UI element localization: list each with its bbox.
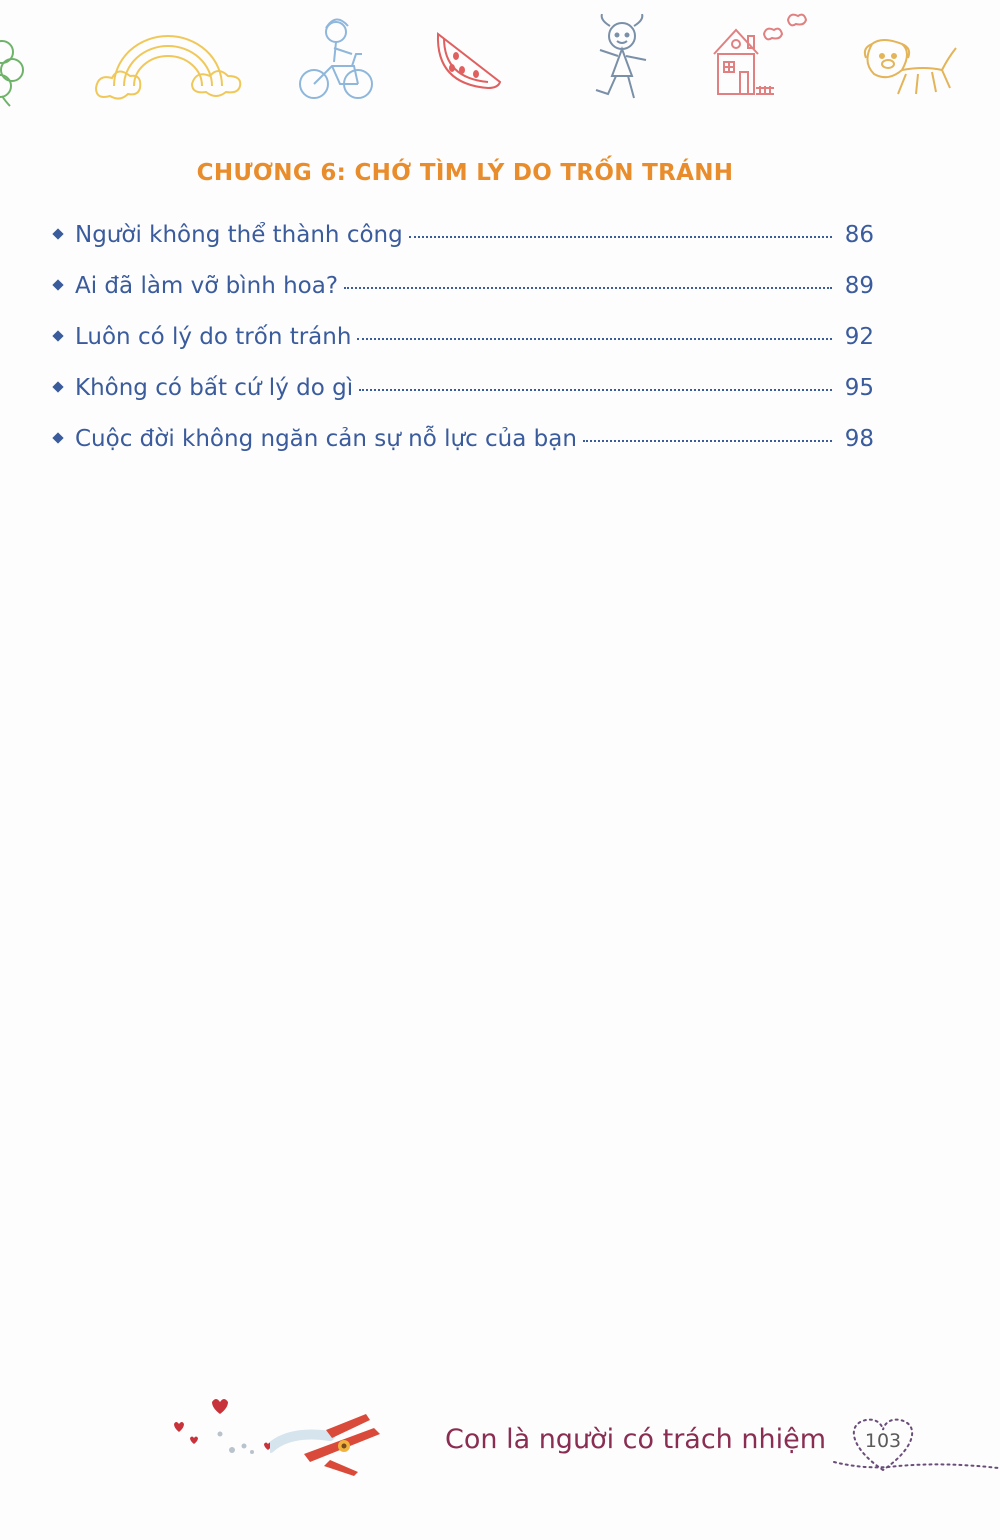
diamond-bullet-icon [52, 432, 63, 443]
toc-entry-page: 89 [844, 273, 874, 299]
toc-entry-page: 92 [844, 324, 874, 350]
toc-entry-title: Luôn có lý do trốn tránh [75, 324, 352, 350]
page-number: 103 [864, 1430, 902, 1452]
toc-entry[interactable] [50, 324, 874, 375]
dot-leader [583, 440, 832, 442]
toc-entry[interactable] [50, 426, 874, 477]
toc-entry-page: 95 [844, 375, 874, 401]
toc-entry-title: Ai đã làm vỡ bình hoa? [75, 273, 339, 299]
diamond-bullet-icon [52, 279, 63, 290]
header-doodles [0, 0, 1000, 130]
clover-icon [0, 38, 30, 108]
rainbow-icon [92, 28, 244, 100]
dot-leader [344, 287, 832, 289]
dancing-girl-icon [586, 14, 660, 106]
toc-entry-title: Cuộc đời không ngăn cản sự nỗ lực của bạn [75, 426, 577, 452]
house-icon [708, 10, 816, 100]
child-on-bicycle-icon [296, 14, 376, 102]
toc-entry[interactable] [50, 375, 874, 426]
dog-icon [858, 34, 962, 100]
airplane-icon [270, 1410, 400, 1480]
toc-entry-page: 98 [844, 426, 874, 452]
heart-outline-icon [826, 1410, 1000, 1480]
toc-entry-title: Người không thể thành công [75, 222, 403, 248]
dot-leader [409, 236, 832, 238]
toc-entry[interactable] [50, 273, 874, 324]
chapter-title: CHƯƠNG 6: CHỚ TÌM LÝ DO TRỐN TRÁNH [196, 160, 734, 186]
toc-entry[interactable] [50, 222, 874, 273]
book-title: Con là người có trách nhiệm [445, 1424, 827, 1455]
dot-leader [359, 389, 832, 391]
diamond-bullet-icon [52, 381, 63, 392]
diamond-bullet-icon [52, 228, 63, 239]
diamond-bullet-icon [52, 330, 63, 341]
watermelon-icon [432, 28, 504, 94]
toc-entry-page: 86 [844, 222, 874, 248]
toc-entry-title: Không có bất cứ lý do gì [75, 375, 354, 401]
footer-illustration [160, 1390, 400, 1500]
dot-leader [357, 338, 832, 340]
table-of-contents [50, 222, 874, 477]
